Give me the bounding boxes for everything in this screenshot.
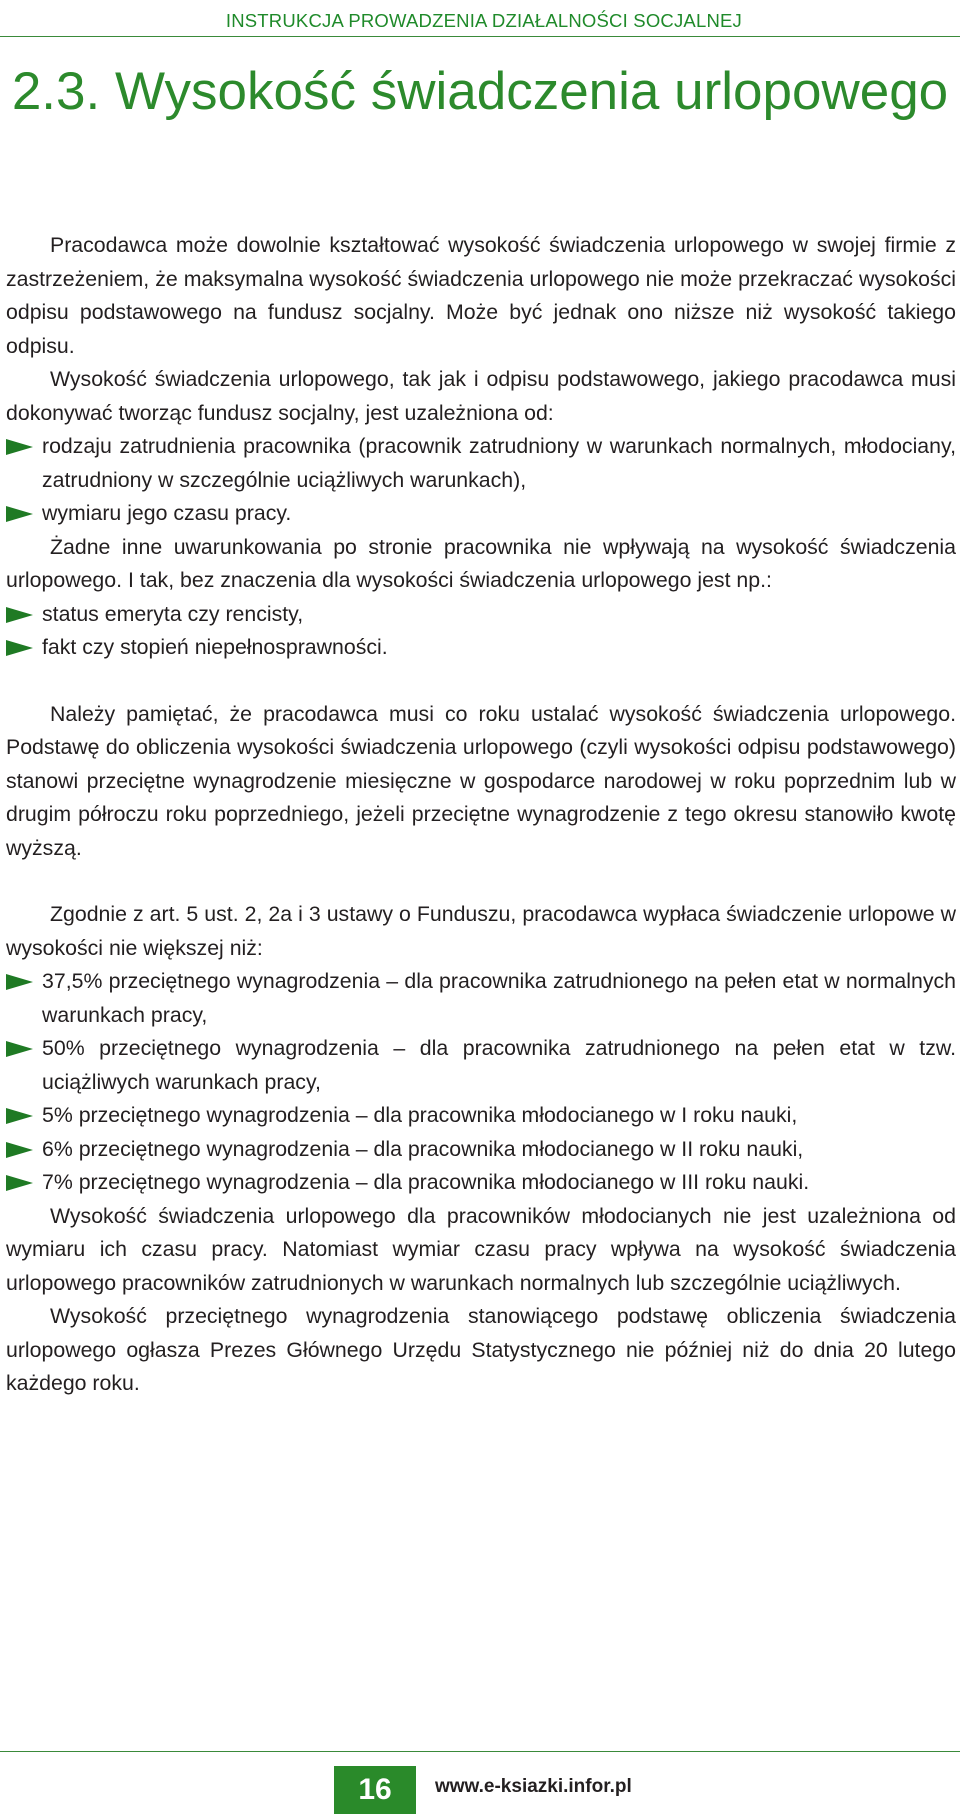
footer-url[interactable]: www.e-ksiazki.infor.pl: [435, 1776, 632, 1797]
bullet-list-3: [6, 965, 956, 1200]
paragraph-2: Wysokość świadczenia urlopowego, tak jak i odpisu podstawowego, jakiego pracodawca musi dokonywać tworząc fundusz socjalny, jest uzależniona od:: [6, 367, 956, 425]
page-header: [0, 10, 960, 37]
spacer: [6, 865, 956, 898]
paragraph-4: Należy pamiętać, że pracodawca musi co roku ustalać wysokość świadczenia urlopowego. Podstawę do obliczenia wysokości świadczenia urlopowego (czyli wysokości odpisu podstawowego) stanowi przeciętne wynagrodzenie miesięczne w gospodarce narodowej w roku poprzednim lub w drugim półroczu roku poprzedniego, jeżeli przeciętne wynagrodzenie z tego okresu stanowiło kwotę wyższą.: [6, 701, 956, 860]
list-item: 7% przeciętnego wynagrodzenia – dla pracownika młodocianego w III roku nauki.: [6, 1166, 956, 1200]
arrow-bullet-icon: [6, 640, 33, 656]
list-item: fakt czy stopień niepełnosprawności.: [6, 631, 956, 665]
paragraph-5: Zgodnie z art. 5 ust. 2, 2a i 3 ustawy o Funduszu, pracodawca wypłaca świadczenie urlopowe w wysokości nie większej niż:: [6, 902, 956, 960]
paragraph-3: Żadne inne uwarunkowania po stronie pracownika nie wpływają na wysokość świadczenia urlopowego. I tak, bez znaczenia dla wysokości świadczenia urlopowego jest np.:: [6, 534, 956, 592]
header-title: INSTRUKCJA PROWADZENIA DZIAŁALNOŚCI SOCJALNEJ: [225, 10, 742, 31]
arrow-bullet-icon: [6, 1142, 33, 1158]
bullet-list-1: [6, 430, 956, 531]
arrow-bullet-icon: [6, 1041, 33, 1057]
bullet-list-2: [6, 598, 956, 665]
arrow-bullet-icon: [6, 607, 33, 623]
arrow-bullet-icon: [6, 506, 33, 522]
page-number: 16: [334, 1766, 416, 1814]
list-item: wymiaru jego czasu pracy.: [6, 497, 956, 531]
paragraph-6: Wysokość świadczenia urlopowego dla pracowników młodocianych nie jest uzależniona od wymiaru ich czasu pracy. Natomiast wymiar czasu pracy wpływa na wysokość świadczenia urlopowego pracowników zatrudnionych w warunkach normalnych lub szczególnie uciążliwych.: [6, 1203, 956, 1295]
arrow-bullet-icon: [6, 439, 33, 455]
list-item: 6% przeciętnego wynagrodzenia – dla pracownika młodocianego w II roku nauki,: [6, 1133, 956, 1167]
arrow-bullet-icon: [6, 1175, 33, 1191]
paragraph-1: Pracodawca może dowolnie kształtować wysokość świadczenia urlopowego w swojej firmie z zastrzeżeniem, że maksymalna wysokość świadczenia urlopowego nie może przekraczać wysokości odpisu podstawowego na fundusz socjalny. Może być jednak ono niższe niż wysokość takiego odpisu.: [6, 233, 956, 358]
list-item: 5% przeciętnego wynagrodzenia – dla pracownika młodocianego w I roku nauki,: [6, 1099, 956, 1133]
list-item: rodzaju zatrudnienia pracownika (pracownik zatrudniony w warunkach normalnych, młodociany, zatrudniony w szczególnie uciążliwych warunkach),: [6, 430, 956, 497]
footer-divider: [0, 1751, 960, 1752]
body-text: [6, 229, 956, 1401]
list-item: status emeryta czy rencisty,: [6, 598, 956, 632]
arrow-bullet-icon: [6, 1108, 33, 1124]
list-item: 50% przeciętnego wynagrodzenia – dla pracownika zatrudnionego na pełen etat w tzw. uciążliwych warunkach pracy,: [6, 1032, 956, 1099]
list-item: 37,5% przeciętnego wynagrodzenia – dla pracownika zatrudnionego na pełen etat w normalnych warunkach pracy,: [6, 965, 956, 1032]
spacer: [6, 665, 956, 698]
section-title: 2.3. Wysokość świadczenia urlopowego: [11, 62, 949, 121]
arrow-bullet-icon: [6, 974, 33, 990]
paragraph-7: Wysokość przeciętnego wynagrodzenia stanowiącego podstawę obliczenia świadczenia urlopowego ogłasza Prezes Głównego Urzędu Statystycznego nie później niż do dnia 20 lutego każdego roku.: [6, 1304, 956, 1395]
